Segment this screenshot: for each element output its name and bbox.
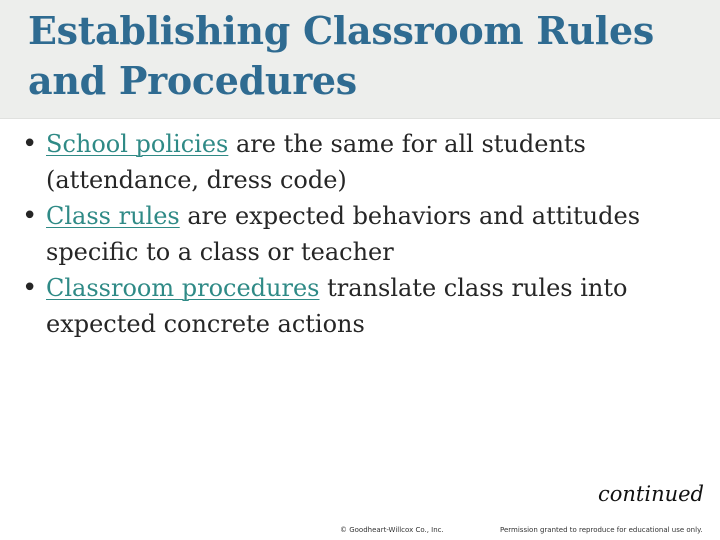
bullet-list xyxy=(22,126,702,342)
bullet-dot-icon: • xyxy=(22,129,38,159)
continued-label: continued xyxy=(597,482,704,506)
bullet-item-classroom-procedures xyxy=(22,270,702,342)
bullet-item-class-rules xyxy=(22,198,702,270)
slide-title xyxy=(28,6,708,106)
bullet-text: translate class rules into expected concrete actions xyxy=(46,274,628,338)
bullet-dot-icon: • xyxy=(22,273,38,303)
bullet-dot-icon: • xyxy=(22,201,38,231)
term-link-class-rules[interactable]: Class rules xyxy=(46,202,180,230)
footer-permission: Permission granted to reproduce for educational use only. xyxy=(500,526,703,534)
term-link-school-policies[interactable]: School policies xyxy=(46,130,229,158)
slide-title-line-2: and Procedures xyxy=(28,58,357,103)
bullet-text: are the same for all students (attendance, dress code) xyxy=(46,130,586,194)
footer-copyright: © Goodheart-Willcox Co., Inc. xyxy=(340,526,444,534)
bullet-item-school-policies xyxy=(22,126,702,198)
slide-title-line-1: Establishing Classroom Rules xyxy=(28,8,654,53)
bullet-text: are expected behaviors and attitudes specific to a class or teacher xyxy=(46,202,641,266)
term-link-classroom-procedures[interactable]: Classroom procedures xyxy=(46,274,320,302)
